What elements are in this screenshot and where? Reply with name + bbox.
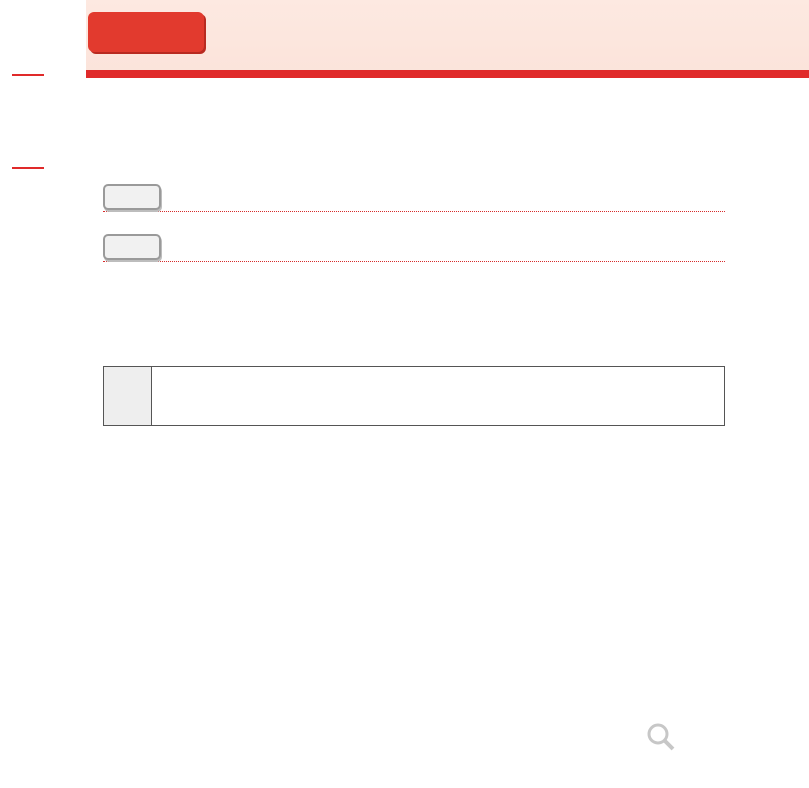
main-content [103, 128, 725, 426]
section-heading [103, 128, 725, 162]
side-tab-rule-mid [12, 167, 44, 169]
subsection-badge-1 [103, 184, 161, 210]
level-cell [104, 367, 152, 425]
subsection-badge-2 [103, 234, 161, 260]
subsection-header-1 [103, 182, 725, 212]
magnifier-icon [646, 722, 676, 752]
level-table-row [103, 366, 725, 426]
level-description [152, 367, 724, 425]
part-badge [88, 12, 204, 52]
side-tab-rule-top [12, 74, 44, 76]
watermark [640, 718, 805, 782]
header-rule [86, 70, 809, 78]
point-title-2 [103, 326, 725, 354]
point-title-1 [103, 280, 725, 308]
subsection-header-2 [103, 232, 725, 262]
